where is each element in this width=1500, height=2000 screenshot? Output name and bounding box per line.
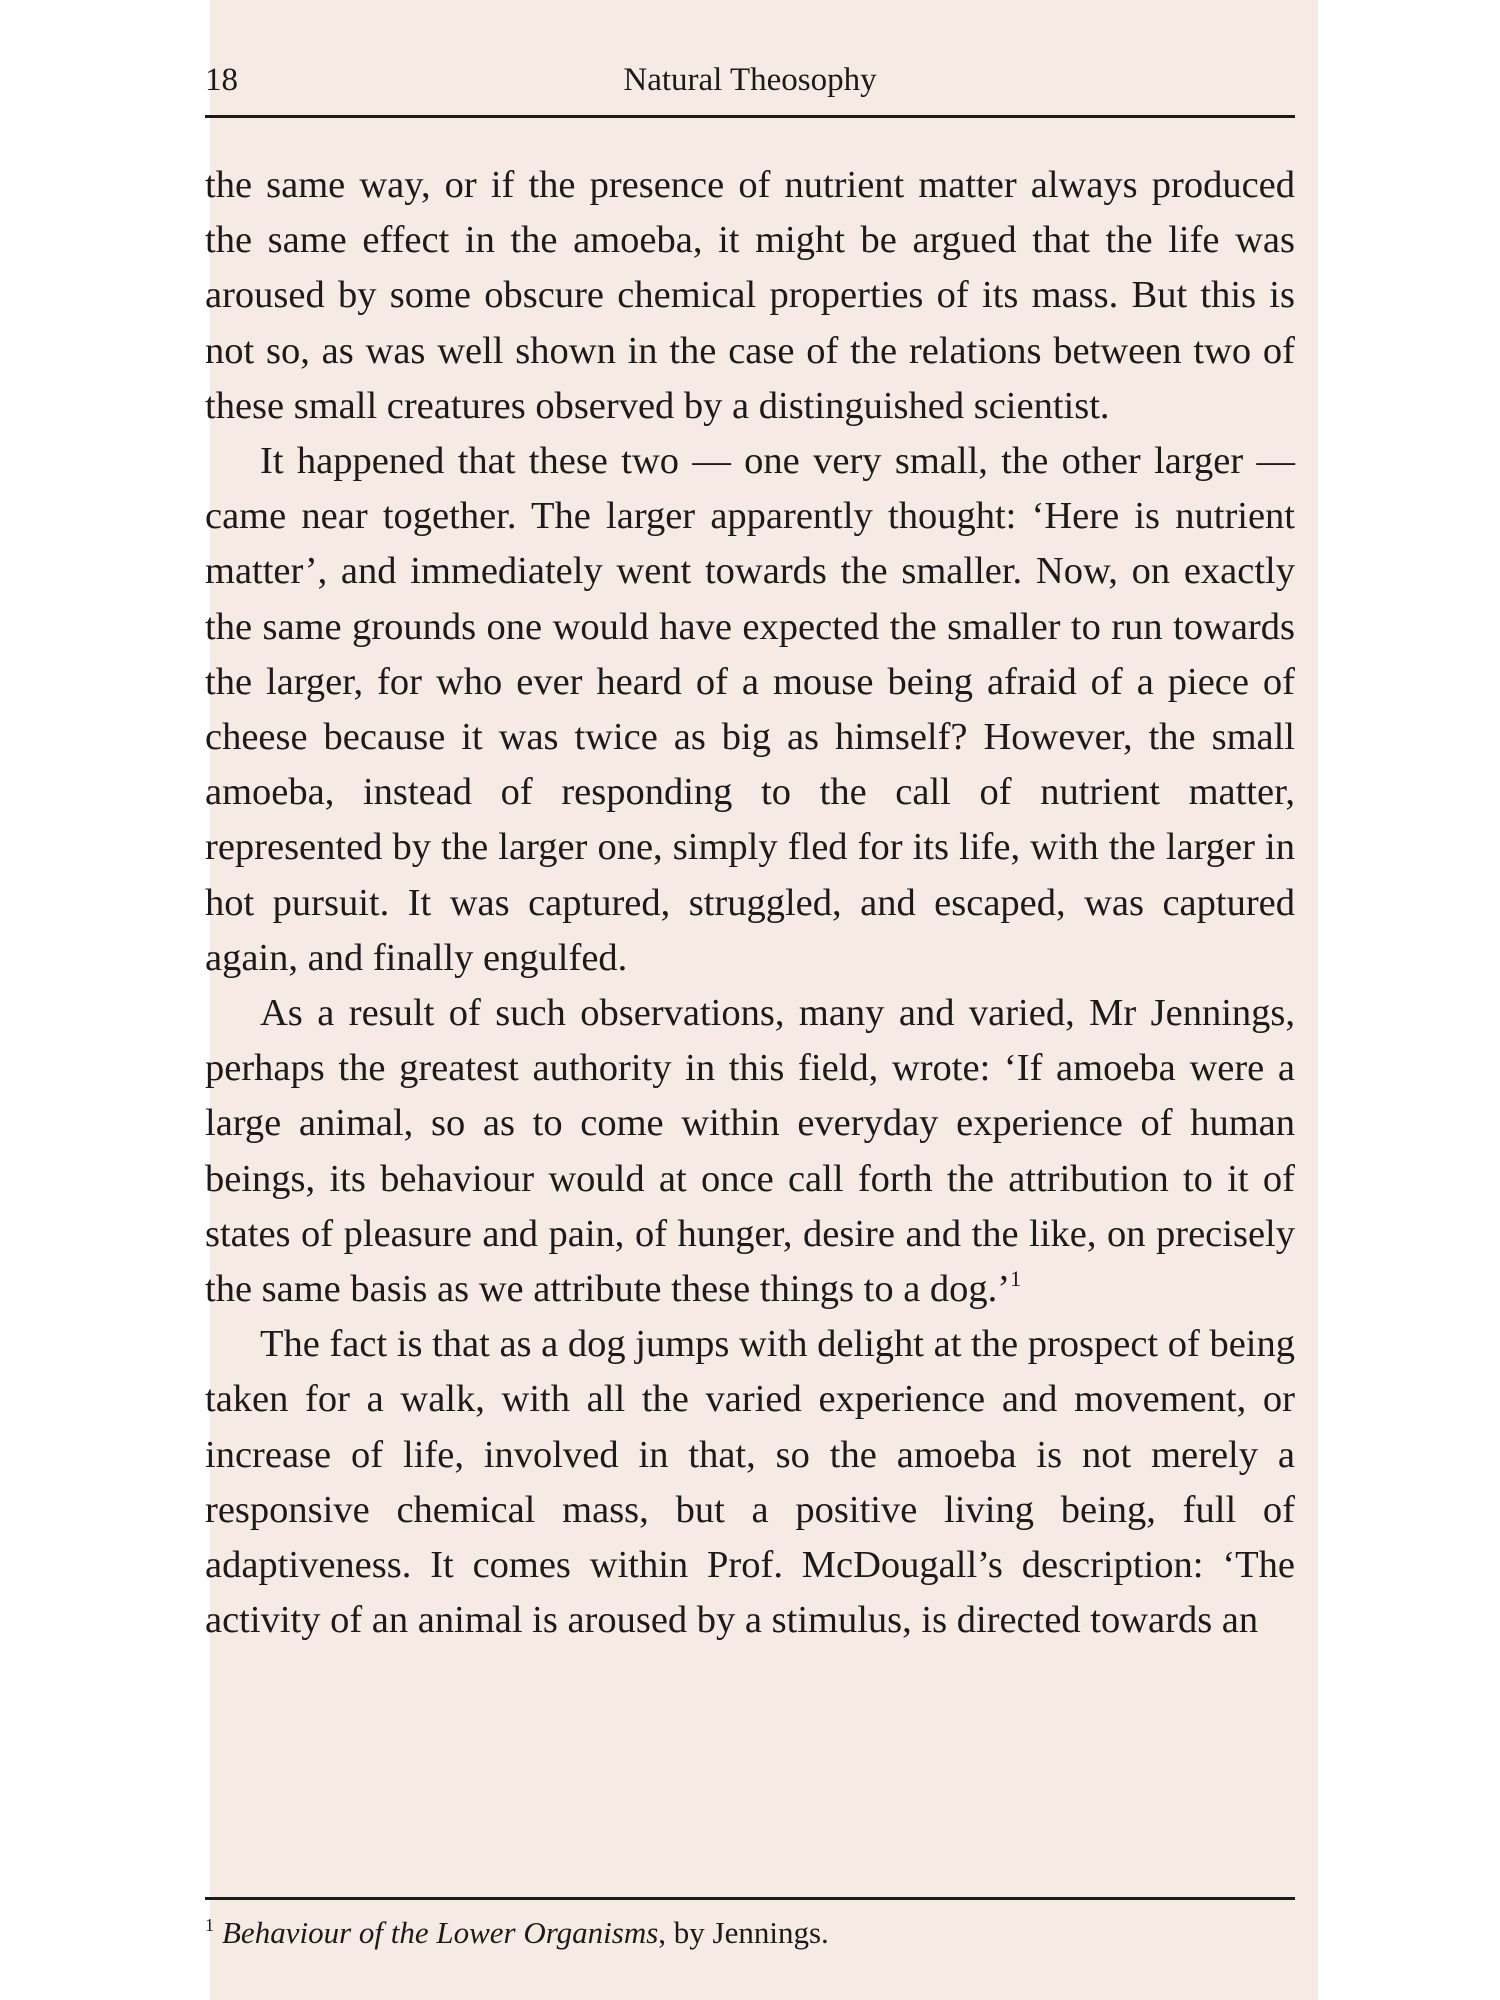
footnote-reference: 1 (1010, 1266, 1022, 1292)
footnote-marker: 1 (205, 1915, 214, 1935)
header-rule (205, 115, 1295, 118)
body-text (205, 158, 1295, 1648)
page-number: 18 (205, 62, 238, 98)
paragraph-3 (205, 986, 1295, 1317)
footnote-book-title: Behaviour of the Lower Organisms (222, 1915, 659, 1950)
paragraph-1: the same way, or if the presence of nutrient matter always produced the same effect in the amoeba, it might be argued that the life was aroused by some obscure chemical properties of its mass. But this is not so, as was well shown in the case of the relations between two of these small creatures observed by a distinguished scientist. (205, 164, 1295, 427)
paragraph-4: The fact is that as a dog jumps with delight at the prospect of being taken for a walk, with all the varied experience and movement, or increase of life, involved in that, so the amoeba is not merely a responsive chemical mass, but a positive living being, full of adaptiveness. It comes within Prof. McDougall’s description: ‘The activity of an animal is aroused by a stimulus, is directed towards an (205, 1323, 1295, 1642)
running-head: Natural Theosophy (623, 62, 877, 98)
footnote (205, 1915, 1295, 1951)
footnote-author: , by Jennings. (658, 1915, 829, 1950)
paragraph-3-text: As a result of such observations, many and varied, Mr Jennings, perhaps the greatest authority in this field, wrote: ‘If amoeba were a large animal, so as to come within everyday experience of human beings, its behaviour would at once call forth the attribution to it of states of pleasure and pain, of hunger, desire and the like, on precisely the same basis as we attribute these things to a dog.’ (205, 992, 1295, 1311)
footnote-rule (205, 1897, 1295, 1900)
paragraph-2: It happened that these two — one very small, the other larger — came near together. The larger apparently thought: ‘Here is nutrient matter’, and immediately went towards the smaller. Now, on exactly the same grounds one would have expected the smaller to run towards the larger, for who ever heard of a mouse being afraid of a piece of cheese because it was twice as big as himself? However, the small amoeba, instead of responding to the call of nutrient matter, represented by the larger one, simply fled for its life, with the larger in hot pursuit. It was captured, struggled, and escaped, was captured again, and finally engulfed. (205, 440, 1295, 979)
